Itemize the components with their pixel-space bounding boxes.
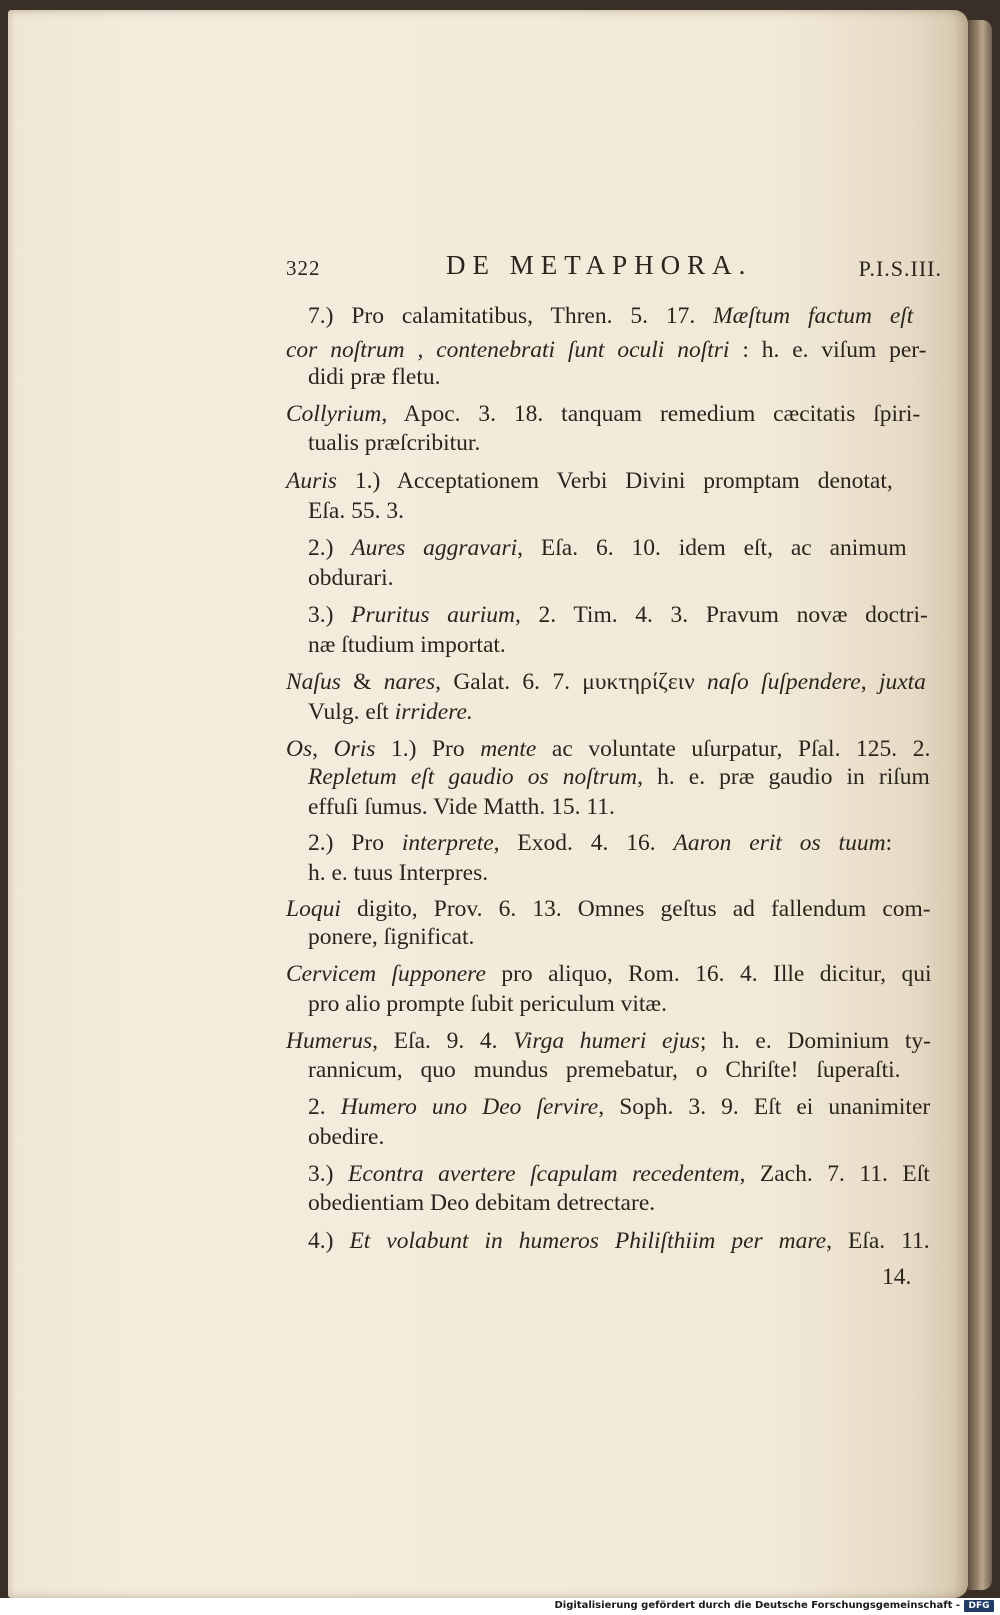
roman-text: 2. xyxy=(308,1094,341,1120)
roman-text: , 2. Tim. 4. 3. Pravum novæ doctri- xyxy=(515,602,928,628)
roman-text: , Eſa. 6. 10. idem eſt, ac animum xyxy=(517,535,907,561)
text-line xyxy=(286,335,926,365)
text-line xyxy=(286,734,930,764)
italic-text: Collyrium xyxy=(286,401,382,427)
text-line xyxy=(308,922,474,952)
roman-text: obedientiam Deo debitam detrectare. xyxy=(308,1190,656,1216)
italic-text: Oris xyxy=(333,736,376,762)
text-line xyxy=(308,1092,930,1122)
roman-text: obdurari. xyxy=(308,565,394,591)
roman-text: tualis præſcribitur. xyxy=(308,430,481,456)
roman-text: 2.) xyxy=(308,535,352,561)
text-line xyxy=(286,894,931,924)
roman-text: , Apoc. 3. 18. tanquam remedium cæcitatis ſpiri- xyxy=(381,401,921,427)
page-edge xyxy=(968,20,992,1590)
roman-text: 7.) Pro calamitatibus, Thren. 5. 17. xyxy=(308,303,714,329)
italic-text: Humero uno Deo ſervire xyxy=(340,1094,599,1120)
italic-text: interprete xyxy=(401,830,494,856)
italic-text: Aaron erit os tuum xyxy=(673,830,886,856)
roman-text: 1.) Acceptationem Verbi Divini promptam denotat, xyxy=(336,468,893,494)
roman-text: didi præ fletu. xyxy=(308,364,441,390)
section-marker: P.I.S.III. xyxy=(858,256,942,281)
roman-text: Eſa. 55. 3. xyxy=(308,498,404,524)
roman-text: h. e. tuus Interpres. xyxy=(308,860,489,886)
roman-text: effuſi ſumus. Vide Matth. 15. 11. xyxy=(308,794,615,820)
roman-text: 2.) Pro xyxy=(308,830,402,856)
italic-text: Aures aggravari xyxy=(351,535,518,561)
dfg-logo: DFG xyxy=(964,1600,994,1612)
roman-text: , xyxy=(312,736,334,762)
text-line xyxy=(286,1026,931,1056)
roman-text: & xyxy=(340,669,384,695)
italic-text: Repletum eſt gaudio os noſtrum xyxy=(308,764,638,790)
roman-text: , xyxy=(860,669,879,695)
roman-text: 3.) xyxy=(308,1161,348,1187)
italic-text: Pruritus aurium xyxy=(351,602,516,628)
roman-text: , Eſa. 11. xyxy=(826,1228,930,1254)
italic-text: Cervicem ſupponere xyxy=(286,961,486,987)
roman-text: ac voluntate uſurpatur, Pſal. 125. 2. xyxy=(536,736,931,762)
running-title: DE METAPHORA. xyxy=(446,250,753,280)
text-line xyxy=(308,828,892,858)
running-head xyxy=(286,250,950,286)
roman-text: : xyxy=(885,830,893,856)
text-line xyxy=(308,989,667,1019)
text-line xyxy=(308,1122,384,1152)
italic-text: Econtra avertere ſcapulam recedentem xyxy=(347,1161,740,1187)
text-line xyxy=(308,563,394,593)
roman-text: 3.) xyxy=(308,602,352,628)
text-line xyxy=(286,466,893,496)
roman-text: rannicum, quo mundus premebatur, o Chriſte! ſuperaſti. xyxy=(308,1057,901,1083)
roman-text: obedire. xyxy=(308,1124,385,1150)
italic-text: Virga humeri ejus xyxy=(513,1028,700,1054)
text-line xyxy=(308,630,506,660)
roman-text: , Eſa. 9. 4. xyxy=(372,1028,514,1054)
italic-text: juxta xyxy=(878,669,926,695)
italic-text: Humerus xyxy=(286,1028,373,1054)
roman-text: digito, Prov. 6. 13. Omnes geſtus ad fallendum com- xyxy=(340,896,931,922)
roman-text: , Soph. 3. 9. Eſt ei unanimiter xyxy=(598,1094,931,1120)
text-line xyxy=(308,1159,930,1189)
italic-text: Auris xyxy=(286,468,337,494)
roman-text: 1.) Pro xyxy=(375,736,481,762)
text-line xyxy=(308,792,615,822)
text-line xyxy=(308,362,441,392)
text-line xyxy=(308,1055,901,1085)
text-line xyxy=(308,858,488,888)
roman-text: : h. e. viſum per- xyxy=(729,337,927,363)
roman-text: ; h. e. Dominium ty- xyxy=(699,1028,931,1054)
roman-text: , Zach. 7. 11. Eſt xyxy=(739,1161,930,1187)
catchword: 14. xyxy=(882,1264,912,1290)
italic-text: Et volabunt in humeros Philiſthiim per mare xyxy=(349,1228,827,1254)
roman-text: ponere, ſignificat. xyxy=(308,924,475,950)
text-line xyxy=(308,428,480,458)
italic-text: mente xyxy=(480,736,537,762)
text-line xyxy=(308,697,473,727)
text-line xyxy=(286,959,932,989)
italic-text: Loqui xyxy=(286,896,341,922)
italic-text: Mæſtum factum eſt xyxy=(713,303,914,329)
text-line xyxy=(308,1226,930,1256)
roman-text: pro alio prompte ſubit periculum vitæ. xyxy=(308,991,667,1017)
italic-text: Os xyxy=(286,736,313,762)
text-line xyxy=(286,399,920,429)
roman-text: Vulg. eſt xyxy=(308,699,395,725)
italic-text: Naſus xyxy=(286,669,341,695)
italic-text: irridere. xyxy=(394,699,473,725)
roman-text: , Galat. 6. 7. μυκτηρίζειν xyxy=(435,669,708,695)
footer-credit: Digitalisierung gefördert durch die Deutsche Forschungsgemeinschaft - xyxy=(554,1600,960,1611)
roman-text: , h. e. præ gaudio in riſum xyxy=(637,764,930,790)
italic-text: cor noſtrum , contenebrati ſunt oculi noſtri xyxy=(286,337,730,363)
roman-text: 4.) xyxy=(308,1228,350,1254)
text-line xyxy=(286,667,926,697)
roman-text: næ ſtudium importat. xyxy=(308,632,506,658)
italic-text: nares xyxy=(383,669,436,695)
roman-text: , Exod. 4. 16. xyxy=(493,830,674,856)
page-number: 322 xyxy=(286,256,321,280)
text-line xyxy=(308,301,913,331)
text-line xyxy=(308,600,928,630)
roman-text: pro aliquo, Rom. 16. 4. Ille dicitur, qui xyxy=(485,961,932,987)
text-line xyxy=(308,1188,655,1218)
text-line xyxy=(308,533,907,563)
text-line xyxy=(308,762,930,792)
text-line xyxy=(308,496,404,526)
italic-text: naſo ſuſpendere xyxy=(707,669,861,695)
